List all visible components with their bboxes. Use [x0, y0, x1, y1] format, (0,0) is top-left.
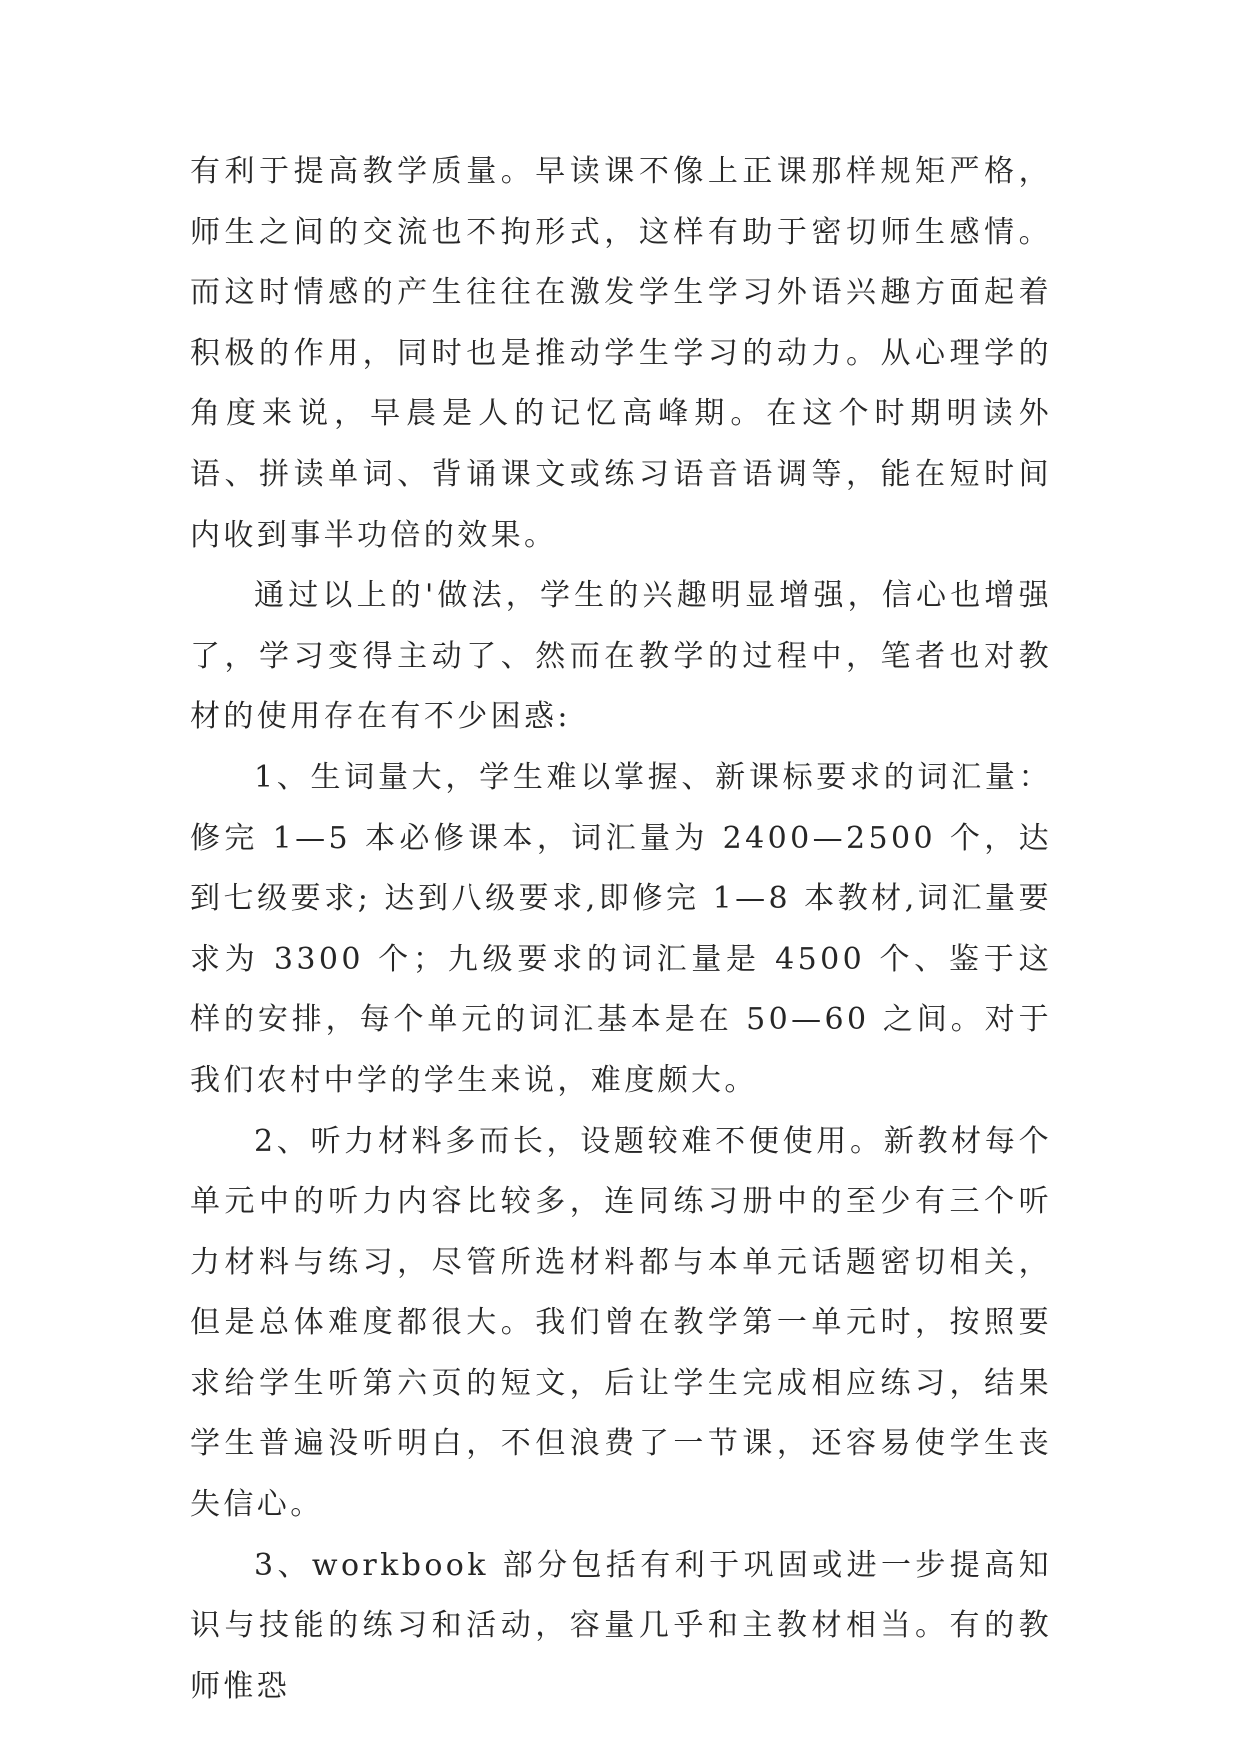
paragraph-5: 3、workbook 部分包括有利于巩固或进一步提高知识与技能的练习和活动，容量几乎和主教材相当。有的教师惟恐	[190, 1547, 1052, 1704]
paragraph-1: 有利于提高教学质量。早读课不像上正课那样规矩严格，师生之间的交流也不拘形式，这样有助于密切师生感情。而这时情感的产生往往在激发学生学习外语兴趣方面起着积极的作用，同时也是推动学生学习的动力。从心理学的角度来说，早晨是人的记忆高峰期。在这个时期明读外语、拼读单词、背诵课文或练习语音语调等，能在短时间内收到事半功倍的效果。	[190, 154, 1052, 553]
document-body	[190, 142, 1052, 1717]
paragraph-3: 1、生词量大，学生难以掌握、新课标要求的词汇量：修完 1—5 本必修课本，词汇量为 2400—2500 个，达到七级要求; 达到八级要求,即修完 1—8 本教材,词汇量要求为 3300 个；九级要求的词汇量是 4500 个、鉴于这样的安排，每个单元的词汇基本是在 50—60 之间。对于我们农村中学的学生来说，难度颇大。	[190, 759, 1052, 1098]
paragraph-4: 2、听力材料多而长，设题较难不便使用。新教材每个单元中的听力内容比较多，连同练习册中的至少有三个听力材料与练习，尽管所选材料都与本单元话题密切相关，但是总体难度都很大。我们曾在教学第一单元时，按照要求给学生听第六页的短文，后让学生完成相应练习，结果学生普遍没听明白，不但浪费了一节课，还容易使学生丧失信心。	[190, 1123, 1052, 1523]
paragraph-2: 通过以上的'做法，学生的兴趣明显增强，信心也增强了，学习变得主动了、然而在教学的过程中，笔者也对教材的使用存在有不少困惑:	[190, 578, 1052, 735]
